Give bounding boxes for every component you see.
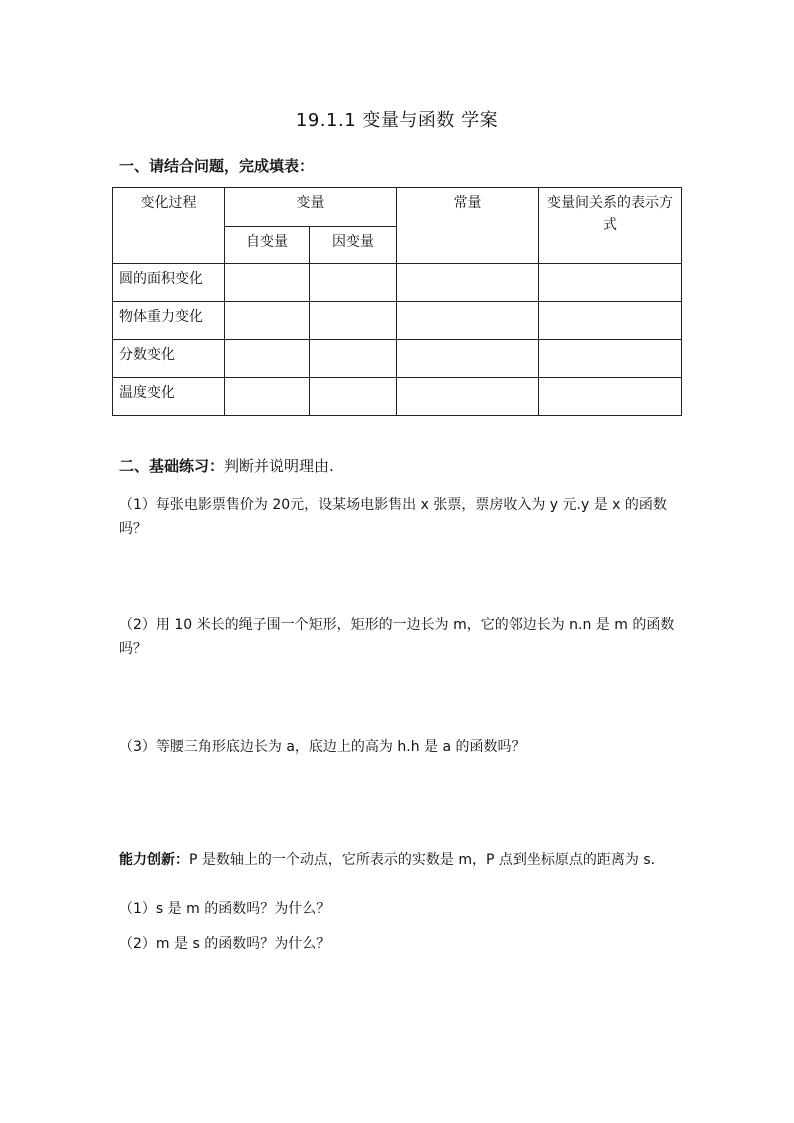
header-process: 变化过程 [113,188,225,264]
question-1: （1）每张电影票售价为 20元，设某场电影售出 x 张票，票房收入为 y 元.y 是 x 的函数吗？ [119,497,667,537]
cell-constant[interactable] [397,340,539,378]
question-2: （2）用 10 米长的绳子围一个矩形，矩形的一边长为 m，它的邻边长为 n.n 是 m 的函数吗？ [119,617,675,657]
cell-independent[interactable] [225,378,310,416]
table-row [113,378,682,416]
cell-constant[interactable] [397,302,539,340]
row-process-label: 圆的面积变化 [113,264,225,302]
innovation-question-1: （1）s 是 m 的函数吗？为什么？ [119,901,331,917]
cell-constant[interactable] [397,264,539,302]
section2-heading-label: 二、基础练习： [119,457,225,475]
cell-dependent[interactable] [310,378,397,416]
cell-dependent[interactable] [310,302,397,340]
page-title: 19.1.1 变量与函数 学案 [295,110,499,131]
cell-relation[interactable] [539,264,682,302]
table-row [113,302,682,340]
table-row [113,264,682,302]
header-dependent: 因变量 [310,227,397,264]
cell-relation[interactable] [539,340,682,378]
question-3: （3）等腰三角形底边长为 a，底边上的高为 h.h 是 a 的函数吗？ [119,739,526,755]
innovation-heading: 能力创新： [119,852,189,868]
innovation-question-2: （2）m 是 s 的函数吗？为什么？ [119,936,331,952]
section2-heading [119,455,334,476]
cell-independent[interactable] [225,340,310,378]
row-process-label: 温度变化 [113,378,225,416]
header-constant: 常量 [397,188,539,264]
section2-heading-rest: 判断并说明理由. [224,457,334,475]
cell-relation[interactable] [539,302,682,340]
cell-independent[interactable] [225,302,310,340]
section1-heading: 一、请结合问题，完成填表： [119,157,315,175]
header-relation: 变量间关系的表示方式 [539,188,682,264]
header-independent: 自变量 [225,227,310,264]
row-process-label: 物体重力变化 [113,302,225,340]
cell-dependent[interactable] [310,340,397,378]
innovation-intro-text: P 是数轴上的一个动点，它所表示的实数是 m，P 点到坐标原点的距离为 s. [189,852,656,868]
header-variable: 变量 [225,188,397,227]
table-row [113,340,682,378]
cell-independent[interactable] [225,264,310,302]
innovation-intro [119,848,679,872]
cell-relation[interactable] [539,378,682,416]
fill-in-table [112,187,682,416]
cell-dependent[interactable] [310,264,397,302]
row-process-label: 分数变化 [113,340,225,378]
cell-constant[interactable] [397,378,539,416]
